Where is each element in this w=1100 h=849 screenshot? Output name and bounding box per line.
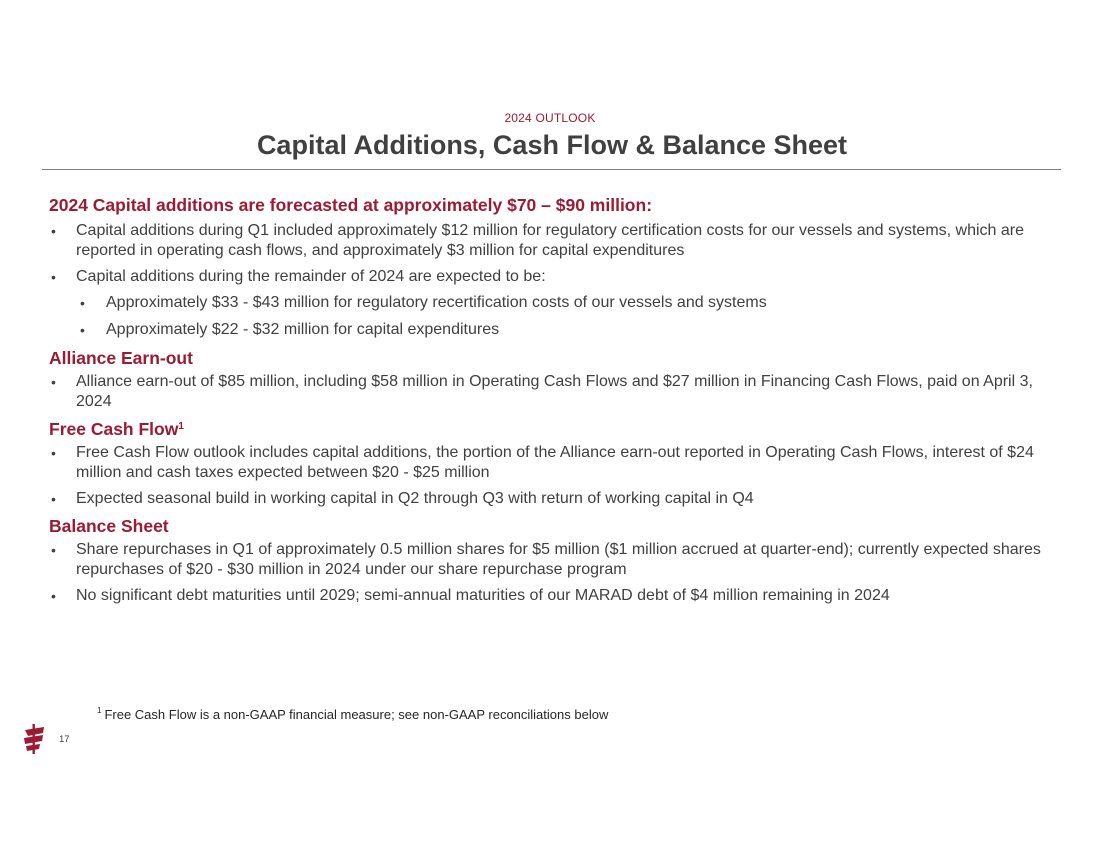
list-item: • Share repurchases in Q1 of approximately 0.5 million shares for $5 million ($1 million accrued at quarter-end); currently expected shares repurchases of $20 - $30 million in 2024 under our share repurchase program — [49, 540, 1059, 580]
sub-list-item: • Approximately $33 - $43 million for regulatory recertification costs of our vessels and systems — [49, 293, 1059, 313]
page-number: 17 — [59, 734, 70, 745]
section-fcf-heading — [49, 418, 1059, 440]
footnote — [97, 707, 608, 722]
list-item: • Free Cash Flow outlook includes capital additions, the portion of the Alliance earn-out reported in Operating Cash Flows, interest of $24 million and cash taxes expected between $20 - $25 million — [49, 443, 1059, 483]
section-fcf-heading-text: Free Cash Flow — [49, 419, 179, 439]
list-item: • Capital additions during Q1 included approximately $12 million for regulatory certification costs for our vessels and systems, which are reported in operating cash flows, and approximately $3 million for capital expenditures — [49, 221, 1059, 261]
footnote-mark: 1 — [97, 706, 102, 715]
list-item: • Capital additions during the remainder of 2024 are expected to be: — [49, 267, 1059, 287]
page-title: Capital Additions, Cash Flow & Balance Sheet — [256, 130, 848, 160]
list-item: • No significant debt maturities until 2029; semi-annual maturities of our MARAD debt of $4 million remaining in 2024 — [49, 586, 1059, 606]
section-capital-heading: 2024 Capital additions are forecasted at approximately $70 – $90 million: — [49, 195, 653, 215]
slide-content — [49, 194, 1059, 612]
section-fcf-list — [49, 443, 1059, 509]
company-logo-icon — [22, 724, 46, 754]
section-capital-list — [49, 221, 1059, 340]
section-alliance-list — [49, 372, 1059, 412]
section-balance-list — [49, 540, 1059, 606]
list-item: • Alliance earn-out of $85 million, including $58 million in Operating Cash Flows and $27 million in Financing Cash Flows, paid on April 3, 2024 — [49, 372, 1059, 412]
section-balance-heading: Balance Sheet — [49, 516, 169, 536]
section-alliance-heading: Alliance Earn-out — [49, 348, 193, 368]
footnote-marker: 1 — [178, 421, 184, 432]
page-kicker: 2024 OUTLOOK — [504, 111, 596, 125]
footnote-text: Free Cash Flow is a non-GAAP financial measure; see non-GAAP reconciliations below — [104, 707, 609, 722]
sub-list-item: • Approximately $22 - $32 million for capital expenditures — [49, 320, 1059, 340]
title-divider — [42, 169, 1061, 170]
list-item: • Expected seasonal build in working capital in Q2 through Q3 with return of working capital in Q4 — [49, 489, 1059, 509]
